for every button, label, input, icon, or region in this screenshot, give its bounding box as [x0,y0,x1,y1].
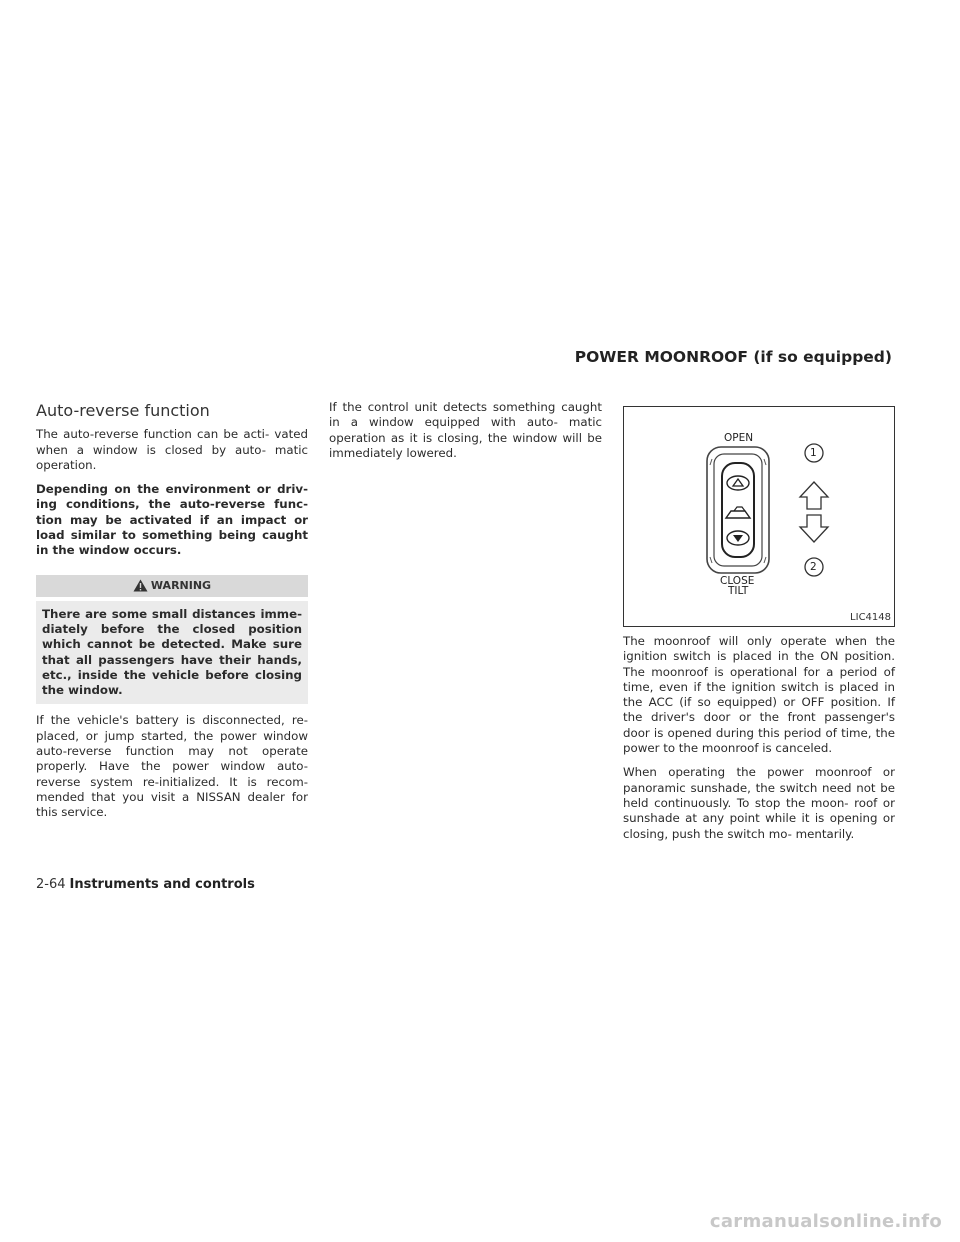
moonroof-operation-text: The moonroof will only operate when the ignition switch is placed in the ON position. The moonroof is operational for a period of time, even if the ignition switch is placed in the ACC (if so equipped) or OFF position. If the driver's door or the front passenger's door is opened during this period of time, the power to the moonroof is canceled. [623,634,895,756]
auto-reverse-intro: The auto-reverse function can be acti- vated when a window is closed by auto- matic operation. [36,427,308,472]
watermark: carmanualsonline.info [709,1211,942,1232]
battery-note: If the vehicle's battery is disconnected, re- placed, or jump started, the power window auto-reverse function may not operate properly. Have the power window auto- reverse system re-initialized. It is recom- mended that you visit a NISSAN dealer for this service. [36,713,308,820]
figure-code: LIC4148 [850,611,891,623]
warning-label: WARNING [150,579,212,593]
page-number: 2-64 [36,877,66,892]
right-column [623,406,895,851]
moonroof-switch-illustration [624,407,894,626]
label-close: CLOSE [720,575,755,587]
warning-header [36,575,308,597]
auto-reverse-bold-note: Depending on the environment or driv- ing conditions, the auto-reverse func- tion may be activated if an impact or load similar to something being caught in the window occurs. [36,482,308,558]
label-open: OPEN [724,432,754,444]
label-tilt: TILT [728,585,749,597]
warning-triangle-icon [133,579,148,592]
auto-reverse-heading: Auto-reverse function [36,401,210,420]
middle-column [329,400,602,470]
page-footer [36,877,255,892]
chapter-title: Instruments and controls [69,877,255,892]
moonroof-switch-figure [623,406,895,627]
callout-2: 2 [810,561,817,573]
left-column [36,400,308,830]
warning-text: There are some small distances imme- diately before the closed position which cannot be detected. Make sure that all passengers have their hands, etc., inside the vehicle before closing the window. [36,601,308,705]
control-unit-text: If the control unit detects something caught in a window equipped with auto- matic operation as it is closing, the window will be immediately lowered. [329,400,602,460]
callout-1: 1 [810,447,817,459]
moonroof-stop-text: When operating the power moonroof or panoramic sunshade, the switch need not be held continuously. To stop the moon- roof or sunshade at any point while it is opening or closing, push the switch mo- mentarily. [623,765,895,841]
section-title: POWER MOONROOF (if so equipped) [574,348,892,366]
